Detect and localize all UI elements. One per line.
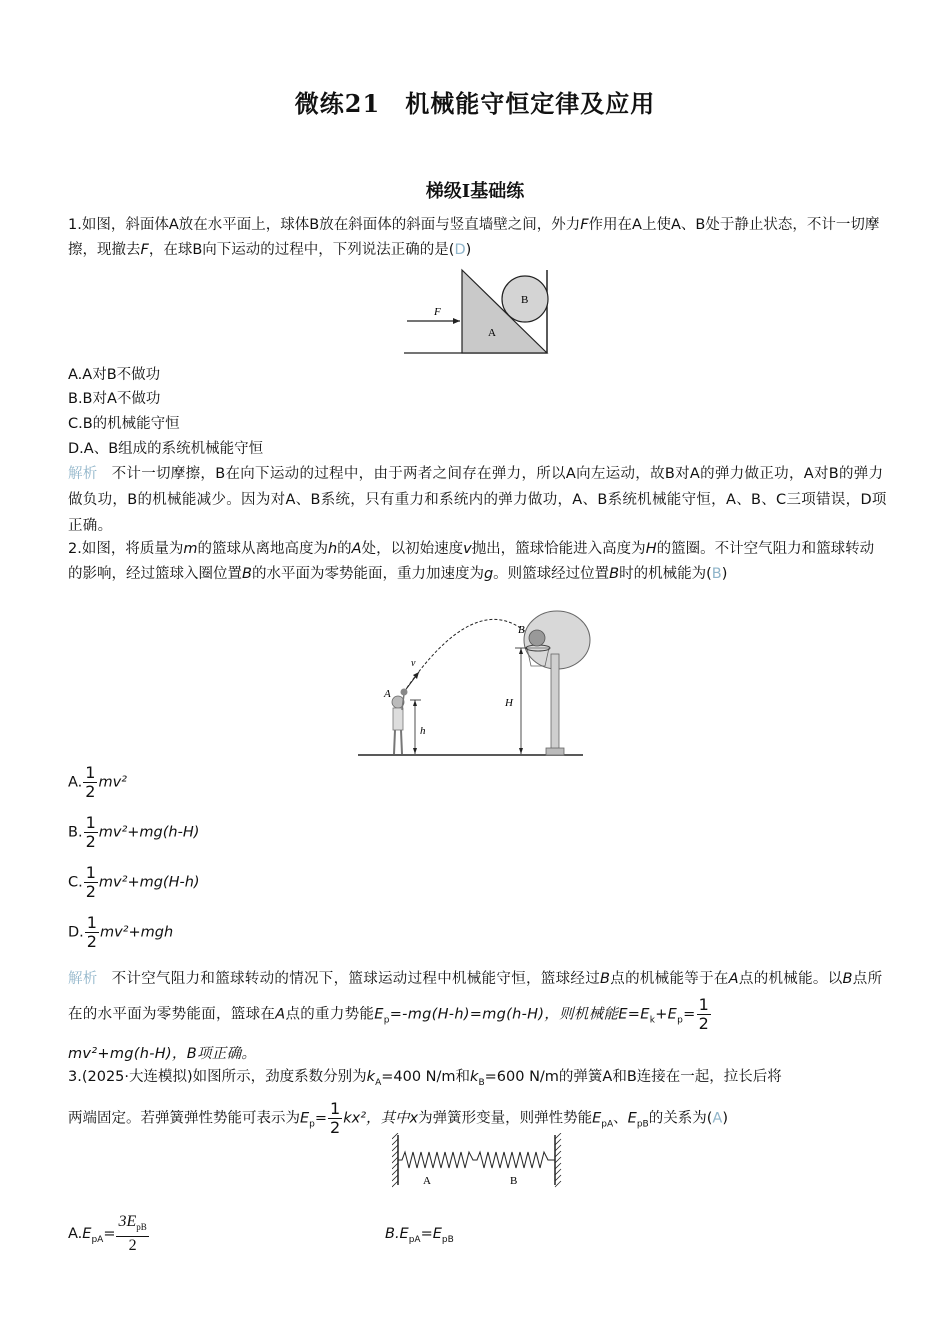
q2-s6: 的篮圈。不计空气阻力和篮球转动的影响，经过篮球入圈位置 — [68, 541, 875, 582]
q1-stem-end: ，在球B向下运动的过程中，下列说法正确的是( — [148, 242, 455, 258]
q1-fig-a: A — [488, 327, 496, 339]
q2-sol10: mv²+mg(h-H)，B项正确。 — [68, 1046, 257, 1063]
q2-b: B — [242, 566, 252, 582]
q3-s7: 为弹簧形变量，则弹性势能 — [418, 1110, 593, 1127]
q2-option-c[interactable] — [68, 864, 200, 901]
q2-s1: 2.如图，将质量为 — [68, 541, 184, 557]
q3-opt-b-sub2: pB — [441, 1234, 454, 1245]
frac-num: 1 — [85, 863, 96, 882]
q3-opt-b-text: B.E — [385, 1226, 409, 1242]
q1-answer: D — [454, 242, 466, 258]
q1-stem — [68, 213, 888, 263]
q3-e2: E — [627, 1110, 637, 1127]
q2-s8: 。则篮球经过位置 — [493, 566, 610, 582]
frac-num: 1 — [85, 813, 96, 832]
half-frac — [83, 764, 97, 801]
q2-sol-ep: E — [374, 1006, 384, 1023]
q1-option-b[interactable]: B.B对A不做功 — [68, 391, 161, 407]
q3-answer: A — [712, 1110, 723, 1127]
q2-g: g — [483, 566, 494, 582]
q2-answer: B — [711, 566, 722, 582]
q3-opt-a-num — [116, 1213, 148, 1237]
q2-opt-d-label: D. — [68, 924, 84, 941]
q2-sol8: +E — [655, 1006, 678, 1023]
q3-ka-sub: A — [375, 1077, 382, 1088]
q2-solution-label: 解析 — [68, 971, 98, 987]
frac-den: 2 — [85, 832, 96, 851]
q3-s3: =600 N/m的弹簧A和B连接在一起，拉长后将 — [484, 1069, 782, 1085]
q2-s9: 时的机械能为( — [619, 566, 712, 582]
q1-fig-f: F — [434, 306, 441, 318]
q2-opt-c-rest: mv²+mg(H-h) — [98, 874, 200, 891]
q2-H: H — [645, 541, 657, 557]
q1-stem-mid: 作用在A上使A、B处于静止状态，不计一切摩擦，现撤去 — [68, 217, 880, 258]
frac-den: 2 — [698, 1014, 710, 1033]
q2-fig-H: H — [505, 697, 513, 709]
q2-sol3: 点的机械能。以 — [738, 971, 843, 987]
q2-sol6: =-mg(H-h)=mg(h-H)，则机械能 — [389, 1006, 619, 1023]
q3-s8: 、 — [613, 1110, 628, 1127]
q2-s7: 的水平面为零势能面，重力加速度为 — [251, 566, 484, 582]
q2-sol-e: E — [618, 1006, 628, 1023]
section-title: 梯级Ⅰ基础练 — [425, 181, 525, 202]
q2-opt-b-label: B. — [68, 824, 83, 841]
q1-solution-label: 解析 — [68, 466, 98, 482]
q2-opt-c-label: C. — [68, 874, 83, 891]
q1-stem-f: F — [580, 217, 589, 233]
q2-option-a[interactable] — [68, 764, 127, 801]
q2-opt-a-rest: mv² — [98, 774, 127, 791]
q3-close: ) — [722, 1110, 728, 1127]
q3-s4: 两端固定。若弹簧弹性势能可表示为 — [68, 1110, 300, 1127]
q2-solution — [68, 962, 888, 1071]
q2-sol-p: p — [383, 1015, 390, 1026]
q2-sol7: =E — [627, 1006, 650, 1023]
q2-a: A — [351, 541, 362, 557]
q3-s5: = — [314, 1110, 328, 1127]
frac-den: 2 — [85, 882, 96, 901]
half-frac — [697, 996, 711, 1033]
q1-option-a[interactable]: A.A对B不做功 — [68, 367, 161, 383]
q3-ka: k — [366, 1069, 376, 1085]
q2-sol-a: A — [728, 971, 739, 987]
q2-fig-b: B — [518, 624, 525, 636]
frac-den: 2 — [86, 932, 97, 951]
q2-sol-b: B — [600, 971, 611, 987]
q2-opt-b-rest: mv²+mg(h-H) — [98, 824, 200, 841]
q3-opt-b-eq: =E — [420, 1226, 442, 1242]
q3-e1: E — [592, 1110, 602, 1127]
q2-opt-a-label: A. — [68, 774, 83, 791]
q3-opt-a-e: E — [82, 1226, 92, 1243]
q2-sol5: 点的重力势能 — [285, 1006, 375, 1023]
q2-sol-b2: B — [842, 971, 853, 987]
q3-ep: E — [300, 1110, 310, 1127]
half-frac — [328, 1100, 342, 1137]
q2-s3: 的 — [337, 541, 352, 557]
frac-num: 1 — [330, 1098, 341, 1118]
q1-stem-f2: F — [140, 242, 149, 258]
frac-num: 1 — [86, 913, 97, 932]
q3-s6: kx²，其中 — [343, 1110, 410, 1127]
q3-opt-a-num-sub: pB — [136, 1222, 147, 1233]
q1-figure — [402, 266, 552, 358]
q1-fig-b: B — [521, 294, 529, 306]
q1-option-d[interactable]: D.A、B组成的系统机械能守恒 — [68, 441, 264, 457]
q3-s2: =400 N/m和 — [381, 1069, 471, 1085]
q2-sol9: = — [683, 1006, 696, 1023]
frac-num: 1 — [698, 995, 710, 1014]
q3-opt-a-sub: pA — [91, 1234, 104, 1245]
q3-fig-b: B — [510, 1175, 518, 1187]
q2-s4: 处，以初始速度 — [361, 541, 464, 557]
q1-option-c[interactable]: C.B的机械能守恒 — [68, 416, 180, 432]
q2-s5: 抛出，篮球恰能进入高度为 — [471, 541, 646, 557]
q3-x: x — [409, 1110, 419, 1127]
q1-solution — [68, 461, 888, 539]
q2-fig-v: v — [411, 658, 416, 669]
q2-b2: B — [609, 566, 620, 582]
q2-stem — [68, 537, 888, 587]
q2-s2: 的篮球从离地高度为 — [197, 541, 328, 557]
q1-solution-text: 不计一切摩擦，B在向下运动的过程中，由于两者之间存在弹力，所以A向左运动，故B对A的弹力做正功，A对B的弹力做负功，B的机械能减少。因为对A、B系统，只有重力和系统内的弹力做功，A、B系统机械能守恒，A、B、C三项错误，D项正确。 — [68, 466, 887, 534]
q2-figure — [355, 608, 595, 760]
q2-close: ) — [721, 566, 728, 582]
q2-h: h — [327, 541, 338, 557]
q3-option-b[interactable] — [385, 1222, 454, 1252]
q3-stem — [68, 1060, 888, 1141]
q2-sol2: 点的机械能等于在 — [610, 971, 729, 987]
q2-sol1: 不计空气阻力和篮球转动的情况下，篮球运动过程中机械能守恒，篮球经过 — [111, 971, 601, 987]
frac-den: 2 — [85, 782, 96, 801]
q1-close: ) — [465, 242, 472, 258]
q3-opt-a-frac — [116, 1213, 148, 1255]
q3-kb: k — [470, 1069, 479, 1085]
q3-ep-sub: p — [309, 1119, 315, 1130]
q3-e2-sub: pB — [636, 1119, 649, 1130]
q3-e1-sub: pA — [601, 1119, 614, 1130]
q1-stem-text: 1.如图，斜面体A放在水平面上，球体B放在斜面体的斜面与竖直墙壁之间，外力 — [68, 217, 581, 233]
q3-opt-a-num-text: 3E — [118, 1213, 137, 1230]
q2-sol4: 点所在的水平面为零势能面，篮球在 — [68, 971, 883, 1023]
q2-option-b[interactable] — [68, 814, 199, 851]
q2-v: v — [463, 541, 472, 557]
half-frac — [85, 914, 99, 951]
q3-figure — [392, 1133, 562, 1189]
frac-num: 1 — [85, 763, 96, 782]
q2-fig-h: h — [420, 725, 426, 737]
q2-sol-p2: p — [677, 1015, 684, 1026]
q3-opt-b-sub1: pA — [408, 1234, 421, 1245]
q2-option-d[interactable] — [68, 914, 173, 951]
q3-kb-sub: B — [478, 1077, 485, 1088]
half-frac — [84, 864, 98, 901]
frac-den: 2 — [330, 1117, 341, 1137]
q2-sol-k: k — [649, 1015, 656, 1026]
q2-m: m — [183, 541, 198, 557]
q2-sol-a2: A — [275, 1006, 286, 1023]
page-title: 微练21 机械能守恒定律及应用 — [294, 89, 656, 118]
half-frac — [84, 814, 98, 851]
q3-opt-a-label: A. — [68, 1226, 83, 1243]
q3-fig-a: A — [423, 1175, 431, 1187]
q3-option-a[interactable] — [68, 1213, 150, 1255]
q2-opt-d-rest: mv²+mgh — [99, 924, 174, 941]
q3-opt-a-eq: = — [103, 1226, 116, 1243]
q3-opt-a-den: 2 — [128, 1237, 137, 1255]
q2-fig-a: A — [384, 688, 391, 700]
q3-s1: 3.(2025·大连模拟)如图所示，劲度系数分别为 — [68, 1069, 367, 1085]
q3-s9: 的关系为( — [648, 1110, 713, 1127]
